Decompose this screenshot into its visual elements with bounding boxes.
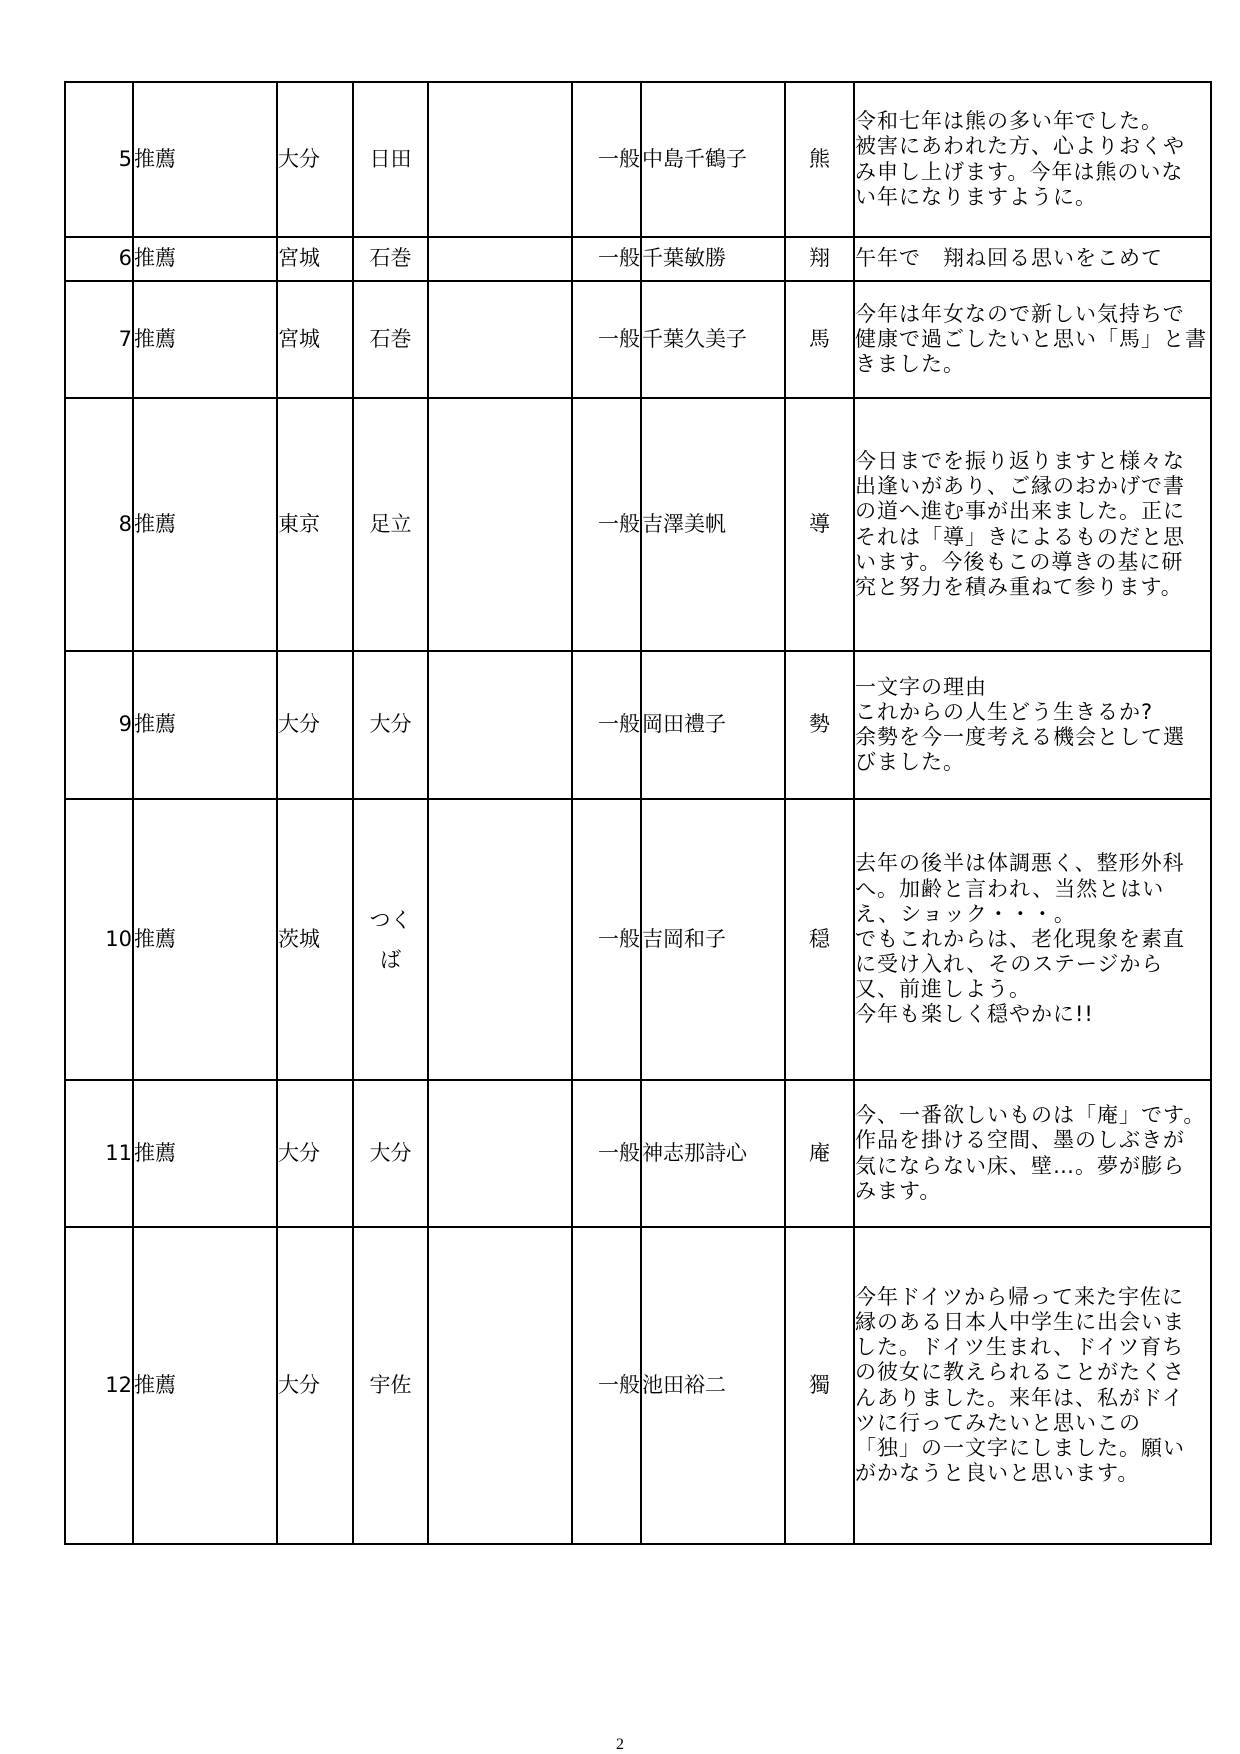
entry-category: 推薦 [133,1080,277,1227]
reason-line: 出逢いがあり、ご縁のおかげで書 [855,474,1185,499]
empty-cell [428,1227,572,1544]
entry-division: 一般 [572,799,641,1080]
entry-name: 吉澤美帆 [641,398,785,651]
entry-city-part: つく [369,907,412,932]
entry-kanji: 勢 [785,651,854,799]
empty-cell [428,651,572,799]
entry-reason [854,82,1211,237]
entry-reason [854,1080,1211,1227]
entry-name: 吉岡和子 [641,799,785,1080]
reason-line: え、ショック・・・。 [855,901,1076,926]
empty-cell [428,281,572,398]
entry-kanji: 熊 [785,82,854,237]
entry-division: 一般 [572,651,641,799]
entry-prefecture: 大分 [277,651,353,799]
reason-line: した。ドイツ生まれ、ドイツ育ち [855,1335,1185,1360]
entry-city: 足立 [353,398,428,651]
reason-line: ツに行ってみたいと思いこの [855,1410,1141,1435]
reason-line: がかなうと良いと思います。 [855,1461,1140,1486]
reason-line: でもこれからは、老化現象を素直 [855,926,1185,951]
entry-kanji: 馬 [785,281,854,398]
entry-city: 宇佐 [353,1227,428,1544]
entry-prefecture: 宮城 [277,237,353,281]
reason-line: 健康で過ごしたいと思い「馬」と書 [855,326,1207,351]
reason-line: 午年で 翔ね回る思いをこめて [855,246,1163,271]
entry-city: 大分 [353,651,428,799]
entry-kanji: 翔 [785,237,854,281]
entry-category: 推薦 [133,398,277,651]
entry-number: 6 [65,237,133,281]
reason-line: 今、一番欲しいものは「庵」です。 [855,1103,1206,1128]
reason-line: 縁のある日本人中学生に出会いま [855,1309,1185,1334]
entry-name: 千葉久美子 [641,281,785,398]
entry-city [353,799,428,1080]
entry-kanji: 庵 [785,1080,854,1227]
reason-line: に受け入れ、そのステージから [855,952,1164,977]
entry-name: 神志那詩心 [641,1080,785,1227]
empty-cell [428,237,572,281]
entry-number: 11 [65,1080,133,1227]
entry-prefecture: 宮城 [277,281,353,398]
reason-line: 令和七年は熊の多い年でした。 [855,109,1163,134]
entry-category: 推薦 [133,651,277,799]
entry-number: 5 [65,82,133,237]
entry-name: 千葉敏勝 [641,237,785,281]
entry-reason [854,1227,1211,1544]
entry-reason [854,651,1211,799]
entry-reason [854,398,1211,651]
entry-kanji: 獨 [785,1227,854,1544]
reason-line: びました。 [855,750,965,775]
entry-kanji: 穏 [785,799,854,1080]
entry-city-part: ば [380,947,401,972]
reason-line: それは「導」きによるものだと思 [855,524,1185,549]
reason-line: へ。加齢と言われ、当然とはい [855,876,1165,901]
entry-division: 一般 [572,1227,641,1544]
reason-line: 又、前進しよう。 [855,977,1031,1002]
entry-prefecture: 東京 [277,398,353,651]
empty-cell [428,398,572,651]
reason-line: 去年の後半は体調悪く、整形外科 [855,851,1185,876]
table-row [65,799,1211,1080]
entry-category: 推薦 [133,799,277,1080]
reason-line: の道へ進む事が出来ました。正に [855,499,1185,524]
entry-reason [854,281,1211,398]
entry-reason [854,799,1211,1080]
reason-line: 気にならない床、壁…。夢が膨ら [855,1153,1185,1178]
entry-division: 一般 [572,1080,641,1227]
entry-number: 7 [65,281,133,398]
table-row [65,237,1211,281]
reason-line: 作品を掛ける空間、墨のしぶきが [855,1128,1185,1153]
page-number: 2 [616,1736,624,1753]
entry-division: 一般 [572,398,641,651]
entry-city: 日田 [353,82,428,237]
entry-prefecture: 茨城 [277,799,353,1080]
reason-line: い年になりますように。 [855,184,1097,209]
reason-line: 被害にあわれた方、心よりおくや [855,134,1185,159]
entry-city: 石巻 [353,237,428,281]
empty-cell [428,1080,572,1227]
entry-number: 8 [65,398,133,651]
reason-line: の彼女に教えられることがたくさ [855,1360,1185,1385]
reason-line: 今年は年女なので新しい気持ちで [855,301,1185,326]
entries-table [64,81,1212,1545]
table-row [65,1227,1211,1544]
reason-line: み申し上げます。今年は熊のいな [855,159,1184,184]
entry-reason [854,237,1211,281]
entry-number: 9 [65,651,133,799]
reason-line: 余勢を今一度考える機会として選 [855,725,1185,749]
table-row [65,1080,1211,1227]
entry-division: 一般 [572,82,641,237]
entry-prefecture: 大分 [277,1080,353,1227]
reason-line: これからの人生どう生きるか? [855,699,1154,724]
table-row [65,281,1211,398]
reason-line: 究と努力を積み重ねて参ります。 [855,574,1183,599]
entry-category: 推薦 [133,281,277,398]
entry-division: 一般 [572,237,641,281]
reason-line: 今年ドイツから帰って来た宇佐に [855,1284,1184,1309]
reason-line: んありました。来年は、私がドイ [855,1385,1184,1410]
reason-line: 今日までを振り返りますと様々な [855,448,1185,473]
entry-number: 12 [65,1227,133,1544]
entry-name: 岡田禮子 [641,651,785,799]
empty-cell [428,82,572,237]
entry-division: 一般 [572,281,641,398]
entry-category: 推薦 [133,82,277,237]
table-row [65,82,1211,237]
entry-city: 石巻 [353,281,428,398]
reason-line: 「独」の一文字にしました。願い [855,1435,1185,1460]
reason-line: きました。 [855,352,965,377]
entry-number: 10 [65,799,133,1080]
table-row [65,398,1211,651]
entry-city: 大分 [353,1080,428,1227]
reason-line: みます。 [855,1178,942,1203]
entry-name: 中島千鶴子 [641,82,785,237]
entry-category: 推薦 [133,237,277,281]
reason-line: います。今後もこの導きの基に研 [855,549,1184,574]
reason-line: 今年も楽しく穏やかに!! [855,1002,1094,1027]
entry-prefecture: 大分 [277,1227,353,1544]
entry-prefecture: 大分 [277,82,353,237]
empty-cell [428,799,572,1080]
entry-name: 池田裕二 [641,1227,785,1544]
entry-kanji: 導 [785,398,854,651]
table-row [65,651,1211,799]
entry-category: 推薦 [133,1227,277,1544]
reason-line: 一文字の理由 [855,674,987,699]
